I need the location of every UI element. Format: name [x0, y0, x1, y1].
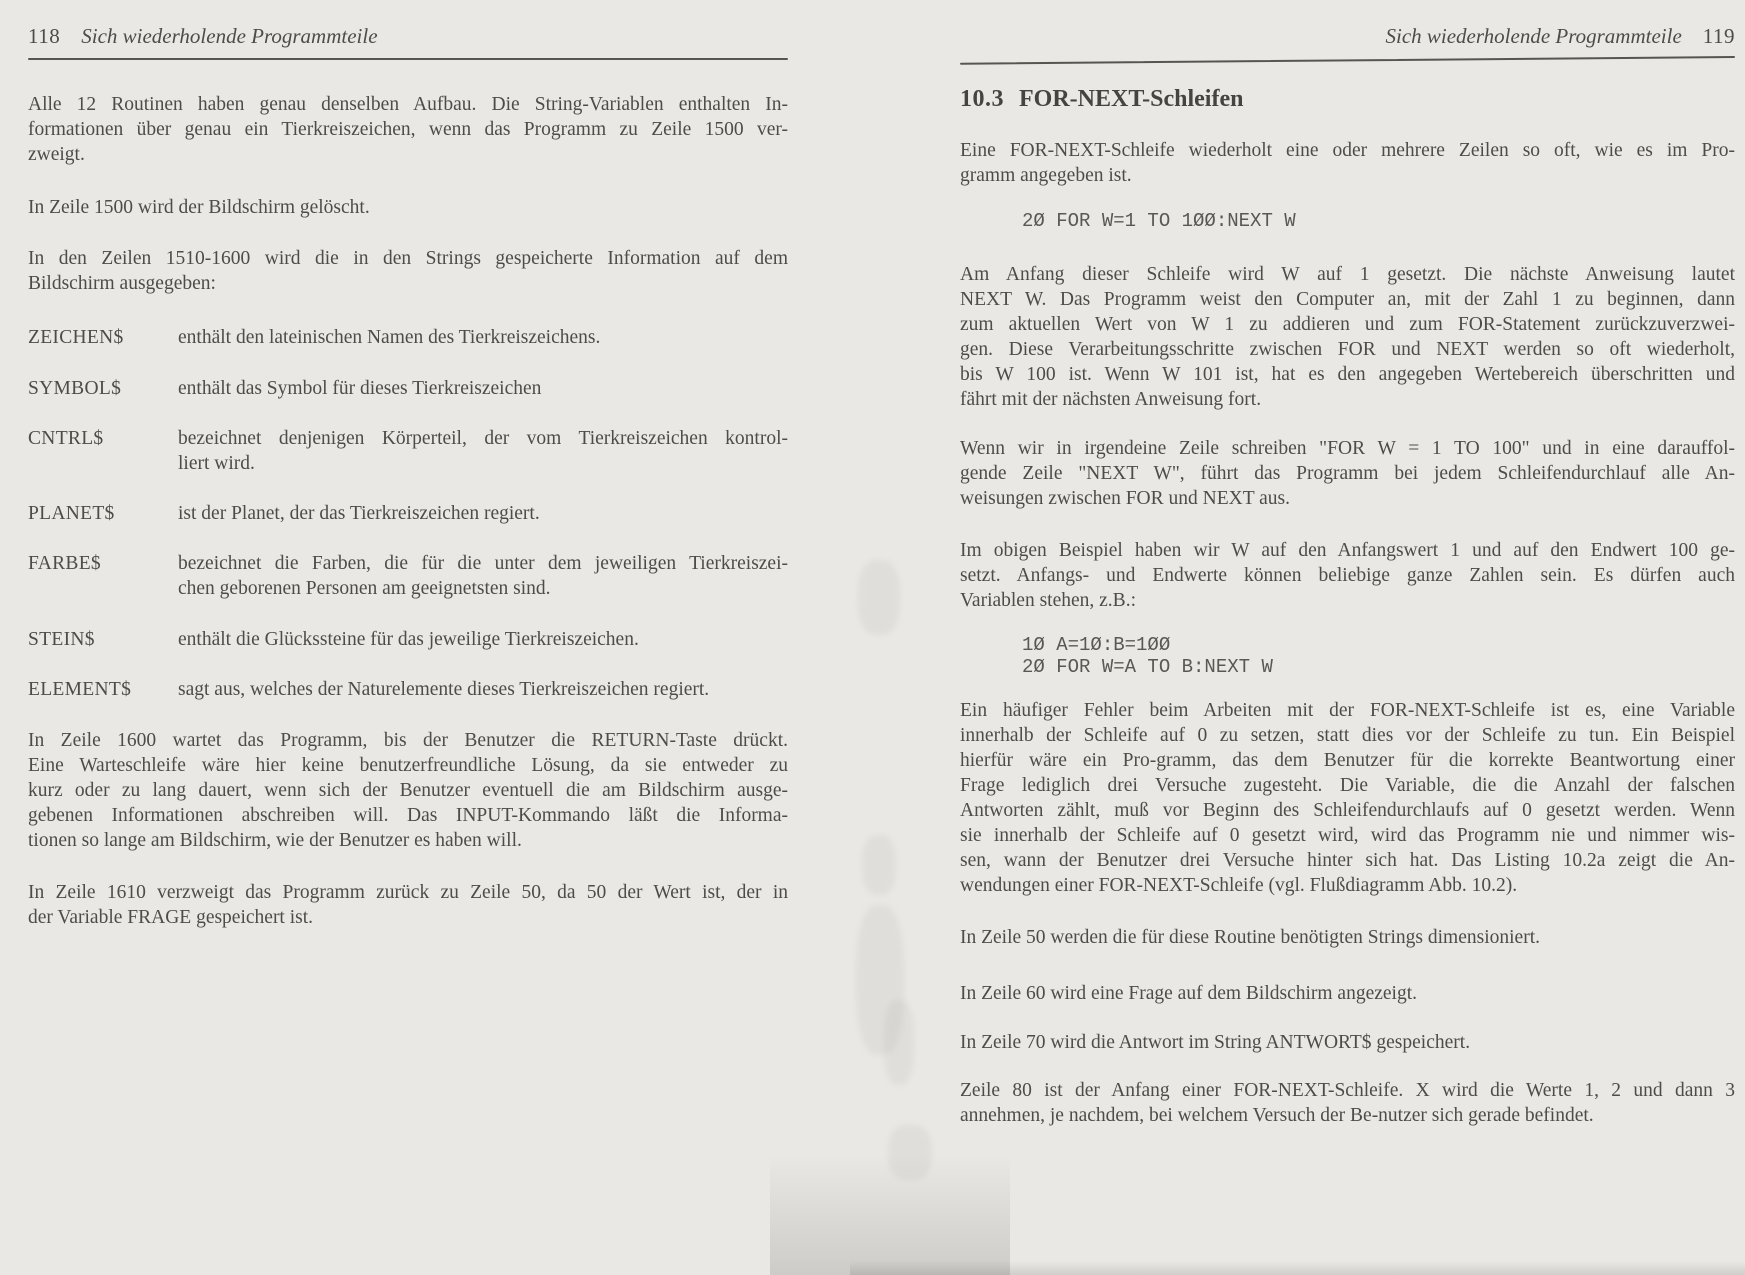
running-title-right: Sich wiederholende Programmteile: [1385, 24, 1682, 48]
paragraph: In Zeile 60 wird eine Frage auf dem Bildschirm angezeigt.: [960, 983, 1418, 1004]
definition-row: [28, 426, 788, 476]
section-title: FOR-NEXT-Schleifen: [1019, 86, 1244, 112]
paragraph: In Zeile 70 wird die Antwort im String ANTWORT$ gespeichert.: [960, 1032, 1471, 1053]
definition-desc: ist der Planet, der das Tierkreiszeichen regiert.: [178, 503, 540, 524]
paragraph: In Zeile 1600 wartet das Programm, bis der Benutzer die RETURN-Taste drückt. Eine Warteschleife wäre hier keine benutzerfreundliche Lösung, da sie entweder zu kurz oder zu lang dauert, wenn sich der Benutzer eventuell die am Bildschirm ausge- gebenen Informationen abschreiben will. Das INPUT-Kommando läßt die Informa- tionen so lange am Bildschirm, wie der Benutzer es haben will.: [28, 730, 788, 851]
definition-desc: enthält die Glückssteine für das jeweilige Tierkreiszeichen.: [178, 629, 639, 650]
ink-bleed-through: [884, 1000, 914, 1085]
definition-desc: bezeichnet denjenigen Körperteil, der vom Tierkreiszeichen kontrol- liert wird.: [178, 428, 788, 474]
definition-row: [28, 551, 788, 601]
paragraph: Zeile 80 ist der Anfang einer FOR-NEXT-Schleife. X wird die Werte 1, 2 und dann 3 annehmen, je nachdem, bei welchem Versuch der Be-nutzer sich gerade befindet.: [960, 1080, 1735, 1126]
running-header-right: [960, 24, 1735, 49]
paragraph: Ein häufiger Fehler beim Arbeiten mit der FOR-NEXT-Schleife ist es, eine Variable innerhalb der Schleife auf 0 zu setzen, statt dies vor der Schleife zu tun. Ein Beispiel hierfür wäre ein Pro-gramm, das dem Benutzer für die korrekte Beantwortung einer Frage lediglich drei Versuche zugesteht. Die Variable, die die Anzahl der falschen Antworten zählt, muß vor Beginn des Schleifendurchlaufs auf 0 gesetzt werden. Wenn sie innerhalb der Schleife auf 0 gesetzt wird, wird das Programm nie und nimmer wis- sen, wann der Benutzer drei Versuche hinter sich hat. Das Listing 10.2a zeigt die An- wendungen einer FOR-NEXT-Schleife (vgl. Flußdiagramm Abb. 10.2).: [960, 700, 1735, 896]
paragraph: In den Zeilen 1510-1600 wird die in den Strings gespeicherte Information auf dem Bildschirm ausgegeben:: [28, 248, 788, 294]
definition-term: FARBE$: [28, 553, 101, 574]
running-header-left: [28, 24, 788, 49]
definition-desc: enthält den lateinischen Namen des Tierkreiszeichens.: [178, 327, 601, 348]
paragraph: In Zeile 1610 verzweigt das Programm zurück zu Zeile 50, da 50 der Wert ist, der in der Variable FRAGE gespeichert ist.: [28, 882, 788, 928]
paragraph: Alle 12 Routinen haben genau denselben Aufbau. Die String-Variablen enthalten In- formationen über genau ein Tierkreiszeichen, wenn das Programm zu Zeile 1500 ver- zweigt.: [28, 94, 788, 165]
definition-row: [28, 325, 788, 350]
definition-term: CNTRL$: [28, 428, 104, 449]
definition-desc: sagt aus, welches der Naturelemente dieses Tierkreiszeichen regiert.: [178, 679, 710, 700]
paragraph: Wenn wir in irgendeine Zeile schreiben "FOR W = 1 TO 100" und in eine darauffol- gende Zeile "NEXT W", führt das Programm bei jedem Schleifendurchlauf alle An- weisungen zwischen FOR und NEXT aus.: [960, 438, 1735, 509]
paragraph: In Zeile 1500 wird der Bildschirm gelöscht.: [28, 197, 370, 218]
paragraph: Eine FOR-NEXT-Schleife wiederholt eine oder mehrere Zeilen so oft, wie es im Pro- gramm angegeben ist.: [960, 140, 1735, 186]
definition-term: PLANET$: [28, 503, 115, 524]
definition-term: SYMBOL$: [28, 378, 122, 399]
paragraph: In Zeile 50 werden die für diese Routine benötigten Strings dimensioniert.: [960, 927, 1540, 948]
definition-row: [28, 627, 788, 652]
definition-desc: enthält das Symbol für dieses Tierkreiszeichen: [178, 378, 542, 399]
ink-bleed-through: [858, 560, 900, 635]
code-listing: 2Ø FOR W=1 TO 1ØØ:NEXT W: [1022, 210, 1296, 232]
paragraph: Im obigen Beispiel haben wir W auf den Anfangswert 1 und auf den Endwert 100 ge- setzt. Anfangs- und Endwerte können beliebige ganze Zahlen sein. Es dürfen auch Variablen stehen, z.B.:: [960, 540, 1735, 611]
header-rule-left: [28, 58, 788, 60]
definition-desc: bezeichnet die Farben, die für die unter dem jeweiligen Tierkreiszei- chen geborenen Personen am geeignetsten sind.: [178, 553, 788, 599]
definition-row: [28, 677, 788, 702]
page-number-left: 118: [28, 24, 61, 48]
definition-term: ELEMENT$: [28, 679, 132, 700]
gutter-shadow: [770, 1155, 1010, 1275]
definition-row: [28, 501, 788, 526]
definition-term: ZEICHEN$: [28, 327, 124, 348]
code-listing: 1Ø A=1Ø:B=1ØØ 2Ø FOR W=A TO B:NEXT W: [1022, 634, 1273, 678]
ink-bleed-through: [862, 835, 896, 895]
header-rule-right: [960, 56, 1735, 65]
right-page: [960, 0, 1735, 1275]
paragraph: Am Anfang dieser Schleife wird W auf 1 gesetzt. Die nächste Anweisung lautet NEXT W. Das Programm weist den Computer an, mit der Zahl 1 zu beginnen, dann zum aktuellen Wert von W 1 zu addieren und zum FOR-Statement zurückzuverzwei- gen. Diese Verarbeitungsschritte zwischen FOR und NEXT werden so oft wiederholt, bis W 100 ist. Wenn W 101 ist, hat es den angegeben Wertebereich überschritten und fährt mit der nächsten Anweisung fort.: [960, 264, 1735, 410]
running-title-left: Sich wiederholende Programmteile: [81, 24, 378, 48]
page-number-right: 119: [1702, 24, 1735, 48]
section-number: 10.3: [960, 86, 1004, 112]
definition-row: [28, 376, 788, 401]
left-page: [28, 0, 788, 1275]
definition-term: STEIN$: [28, 629, 95, 650]
page-edge-shadow: [850, 1261, 1745, 1275]
section-heading: [960, 86, 1735, 113]
